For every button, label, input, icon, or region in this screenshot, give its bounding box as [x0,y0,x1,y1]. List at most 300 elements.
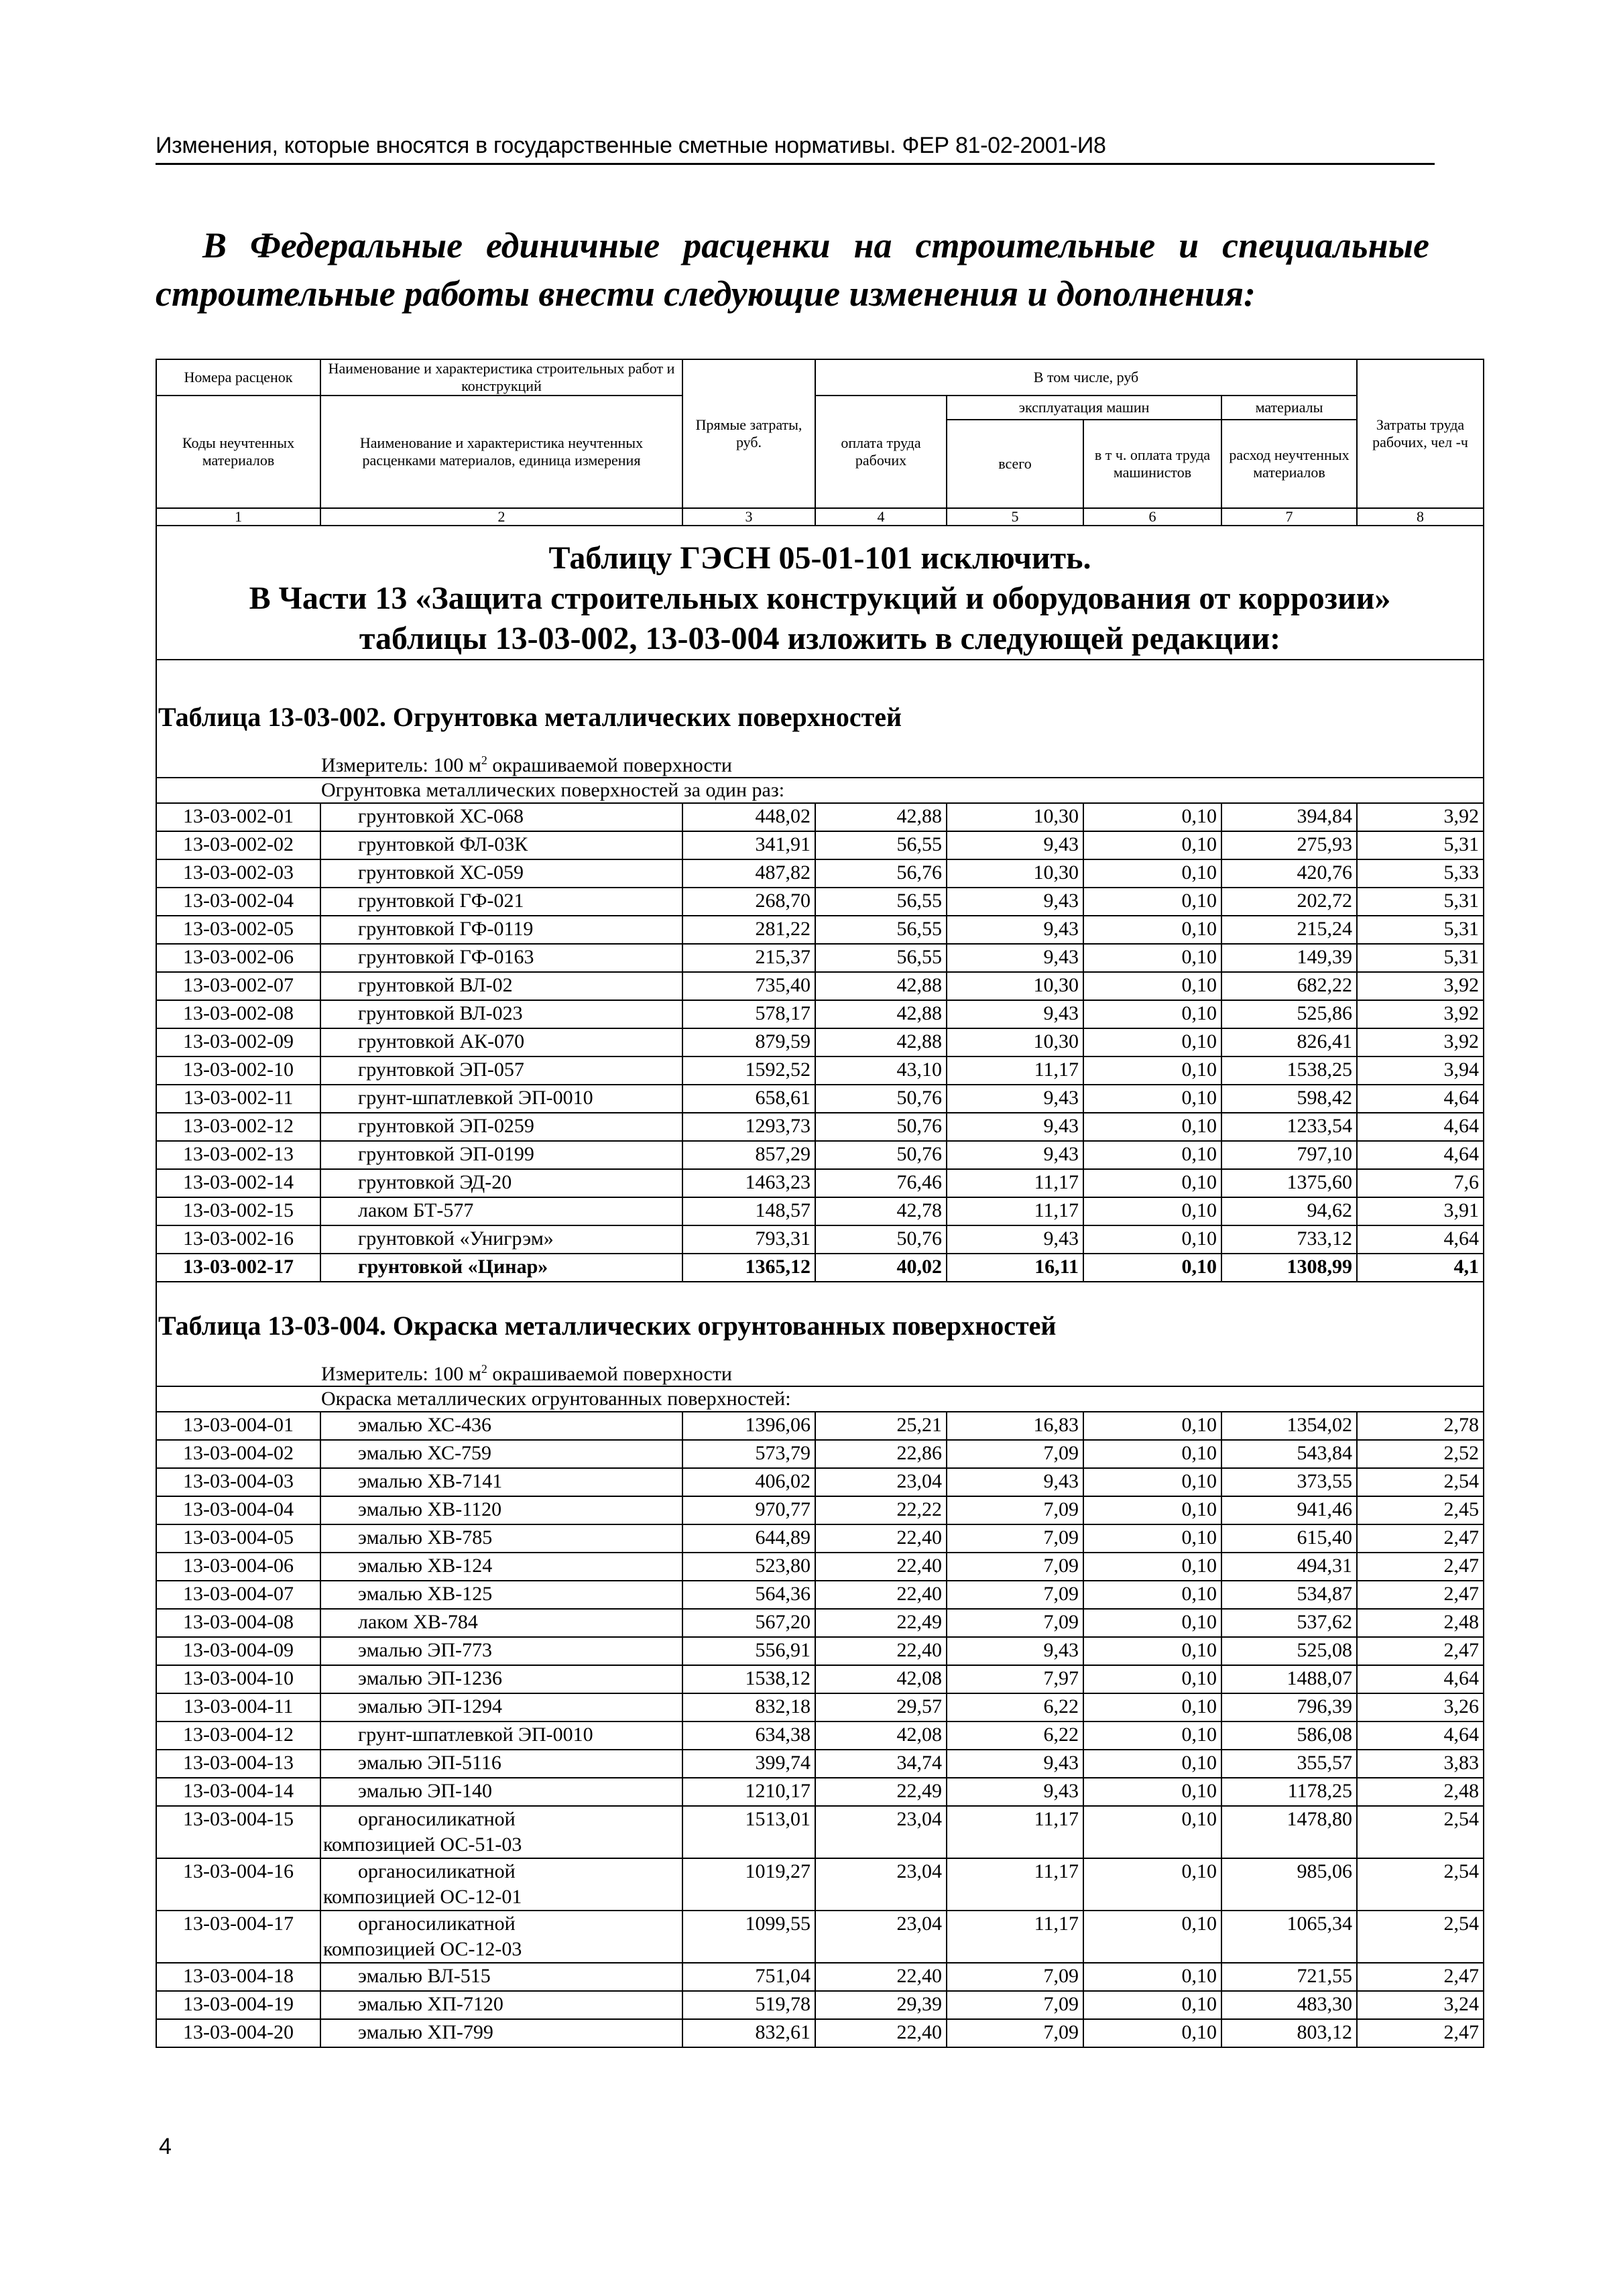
labor-value: 42,88 [815,803,947,831]
table-row [156,1609,1484,1637]
direct-value: 578,17 [682,1000,815,1028]
work-name [320,1858,682,1911]
rate-code: 13-03-004-11 [156,1693,320,1721]
operators-value: 0,10 [1083,1496,1221,1524]
table-row [156,1693,1484,1721]
direct-value: 735,40 [682,972,815,1000]
table-row [156,1169,1484,1197]
header-materials: материалы [1221,396,1357,420]
materials-value: 149,39 [1221,944,1357,972]
rate-code: 13-03-002-05 [156,916,320,944]
operators-value: 0,10 [1083,1806,1221,1858]
materials-value: 682,22 [1221,972,1357,1000]
measure-unit [157,1357,1483,1386]
rate-code: 13-03-004-07 [156,1581,320,1609]
work-name-text: грунтовкой ЭП-0259 [358,1115,534,1137]
direct-value: 519,78 [682,1991,815,2019]
machines-value: 9,43 [947,1141,1083,1169]
labor-value: 50,76 [815,1113,947,1141]
table-row [156,1858,1484,1911]
rate-code: 13-03-002-03 [156,859,320,888]
machines-value: 7,97 [947,1665,1083,1693]
header-direct-costs: Прямые затраты, руб. [682,359,815,508]
table-row [156,1637,1484,1665]
hours-value: 2,78 [1357,1412,1484,1440]
machines-value: 6,22 [947,1693,1083,1721]
direct-value: 573,79 [682,1440,815,1468]
labor-value: 22,40 [815,1581,947,1609]
machines-value: 16,83 [947,1412,1083,1440]
machines-value: 10,30 [947,1028,1083,1056]
labor-value: 29,57 [815,1693,947,1721]
rate-code: 13-03-002-08 [156,1000,320,1028]
rate-code: 13-03-004-18 [156,1963,320,1991]
table-row [156,1911,1484,1963]
direct-value: 487,82 [682,859,815,888]
materials-value: 985,06 [1221,1858,1357,1911]
labor-value: 43,10 [815,1056,947,1085]
operators-value: 0,10 [1083,1000,1221,1028]
machines-value: 9,43 [947,1637,1083,1665]
table-row [156,888,1484,916]
machines-value: 7,09 [947,1553,1083,1581]
page-number: 4 [159,2134,172,2159]
machines-value: 9,43 [947,831,1083,859]
rate-code: 13-03-002-11 [156,1085,320,1113]
rate-code: 13-03-002-06 [156,944,320,972]
rate-code: 13-03-002-15 [156,1197,320,1225]
direct-value: 1293,73 [682,1113,815,1141]
hours-value: 2,47 [1357,1524,1484,1553]
work-name-text: органосиликатной [358,1860,516,1882]
labor-value: 56,55 [815,831,947,859]
hours-value: 2,54 [1357,1858,1484,1911]
work-name [320,1553,682,1581]
hours-value: 4,64 [1357,1113,1484,1141]
machines-value: 9,43 [947,1468,1083,1496]
column-number: 6 [1083,508,1221,526]
header-material-codes: Коды неучтенных материалов [156,396,320,508]
header-work-name: Наименование и характеристика строительных работ и конструкций [320,359,682,396]
hours-value: 4,64 [1357,1141,1484,1169]
work-name [320,1637,682,1665]
machines-value: 7,09 [947,1496,1083,1524]
column-number: 2 [320,508,682,526]
labor-value: 23,04 [815,1858,947,1911]
materials-value: 797,10 [1221,1141,1357,1169]
labor-value: 22,86 [815,1440,947,1468]
labor-value: 22,40 [815,1524,947,1553]
hours-value: 3,92 [1357,972,1484,1000]
work-name-text: грунтовкой «Унигрэм» [358,1227,554,1250]
work-name-text: грунтовкой ГФ-0119 [358,918,534,940]
labor-value: 42,78 [815,1197,947,1225]
table-row [156,1085,1484,1113]
materials-value: 1233,54 [1221,1113,1357,1141]
rate-code: 13-03-004-20 [156,2019,320,2047]
labor-value: 50,76 [815,1085,947,1113]
rate-code: 13-03-004-08 [156,1609,320,1637]
materials-value: 803,12 [1221,2019,1357,2047]
machines-value: 9,43 [947,916,1083,944]
header-including: В том числе, руб [815,359,1357,396]
operators-value: 0,10 [1083,1750,1221,1778]
work-name [320,916,682,944]
operators-value: 0,10 [1083,1911,1221,1963]
rate-code: 13-03-002-04 [156,888,320,916]
materials-value: 494,31 [1221,1553,1357,1581]
table-row [156,1524,1484,1553]
materials-value: 525,86 [1221,1000,1357,1028]
work-name-text: эмалью ХП-799 [358,2021,493,2043]
table-row [156,1991,1484,2019]
direct-value: 564,36 [682,1581,815,1609]
operators-value: 0,10 [1083,1440,1221,1468]
hours-value: 2,54 [1357,1468,1484,1496]
exclusion-notice: Таблицу ГЭСН 05-01-101 исключить. [548,540,1091,576]
machines-value: 9,43 [947,1225,1083,1254]
operators-value: 0,10 [1083,888,1221,916]
rate-code: 13-03-004-14 [156,1778,320,1806]
labor-value: 22,40 [815,1553,947,1581]
operators-value: 0,10 [1083,1858,1221,1911]
work-name [320,972,682,1000]
machines-value: 11,17 [947,1858,1083,1911]
rate-code: 13-03-004-19 [156,1991,320,2019]
table-header [156,359,1484,526]
work-name [320,1963,682,1991]
materials-value: 1354,02 [1221,1412,1357,1440]
operators-value: 0,10 [1083,803,1221,831]
operators-value: 0,10 [1083,972,1221,1000]
labor-value: 34,74 [815,1750,947,1778]
labor-value: 56,55 [815,916,947,944]
direct-value: 970,77 [682,1496,815,1524]
work-name [320,1085,682,1113]
operators-value: 0,10 [1083,1169,1221,1197]
materials-value: 1178,25 [1221,1778,1357,1806]
work-name-text: органосиликатной [358,1913,516,1935]
direct-value: 215,37 [682,944,815,972]
rate-code: 13-03-004-05 [156,1524,320,1553]
table-row [156,1197,1484,1225]
table-row [156,1028,1484,1056]
measure-prefix: Измеритель: 100 м [321,754,481,776]
operators-value: 0,10 [1083,916,1221,944]
labor-value: 76,46 [815,1169,947,1197]
machines-value: 11,17 [947,1056,1083,1085]
operators-value: 0,10 [1083,944,1221,972]
header-labor-pay: оплата труда рабочих [815,396,947,508]
work-name [320,1665,682,1693]
labor-value: 25,21 [815,1412,947,1440]
table-row [156,1000,1484,1028]
machines-value: 9,43 [947,944,1083,972]
header-labor-hours: Затраты труда рабочих, чел -ч [1357,359,1484,508]
labor-value: 56,55 [815,888,947,916]
labor-value: 22,49 [815,1609,947,1637]
work-name-text: грунтовкой ВЛ-02 [358,974,513,996]
rate-code: 13-03-002-17 [156,1254,320,1282]
work-name-text: эмалью ЭП-5116 [358,1752,501,1774]
header-machines-total: всего [947,420,1083,508]
hours-value: 5,31 [1357,916,1484,944]
work-name-text: грунтовкой ЭП-057 [358,1059,524,1081]
rate-code: 13-03-004-12 [156,1721,320,1750]
materials-value: 598,42 [1221,1085,1357,1113]
operators-value: 0,10 [1083,1028,1221,1056]
hours-value: 3,92 [1357,1000,1484,1028]
table-row [156,1113,1484,1141]
materials-value: 537,62 [1221,1609,1357,1637]
operators-value: 0,10 [1083,1254,1221,1282]
work-name-continuation: композицией ОС-51-03 [323,1833,522,1856]
hours-value: 3,24 [1357,1991,1484,2019]
table-row [156,1440,1484,1468]
work-name [320,1524,682,1553]
work-name [320,1412,682,1440]
work-name-text: грунт-шпатлевкой ЭП-0010 [358,1087,593,1109]
hours-value: 5,31 [1357,831,1484,859]
direct-value: 567,20 [682,1609,815,1637]
table-row [156,831,1484,859]
operators-value: 0,10 [1083,831,1221,859]
work-name-text: эмалью ЭП-773 [358,1639,492,1661]
operators-value: 0,10 [1083,1778,1221,1806]
work-name [320,859,682,888]
machines-value: 6,22 [947,1721,1083,1750]
machines-value: 9,43 [947,1750,1083,1778]
table-row [156,1665,1484,1693]
table-row [156,1581,1484,1609]
column-number: 4 [815,508,947,526]
machines-value: 11,17 [947,1806,1083,1858]
rate-code: 13-03-004-13 [156,1750,320,1778]
machines-value: 11,17 [947,1169,1083,1197]
hours-value: 5,31 [1357,888,1484,916]
labor-value: 56,76 [815,859,947,888]
direct-value: 523,80 [682,1553,815,1581]
operators-value: 0,10 [1083,1468,1221,1496]
operators-value: 0,10 [1083,1085,1221,1113]
work-name-text: эмалью ХС-759 [358,1442,492,1464]
work-name-text: грунтовкой ХС-059 [358,861,524,884]
operators-value: 0,10 [1083,1609,1221,1637]
work-name [320,2019,682,2047]
labor-value: 56,55 [815,944,947,972]
work-name [320,1468,682,1496]
table-row [156,1412,1484,1440]
work-name-text: эмалью ХВ-785 [358,1526,493,1549]
table-row [156,1553,1484,1581]
rate-code: 13-03-004-02 [156,1440,320,1468]
operators-value: 0,10 [1083,1581,1221,1609]
work-name-text: эмалью ВЛ-515 [358,1965,491,1987]
work-name [320,1254,682,1282]
direct-value: 281,22 [682,916,815,944]
labor-value: 22,22 [815,1496,947,1524]
labor-value: 42,08 [815,1721,947,1750]
machines-value: 10,30 [947,859,1083,888]
labor-value: 50,76 [815,1141,947,1169]
work-name-text: лаком ХВ-784 [358,1611,478,1633]
table-section-header [156,1282,1484,1412]
direct-value: 644,89 [682,1524,815,1553]
work-name-text: эмалью ЭП-1236 [358,1667,502,1689]
machines-value: 9,43 [947,1000,1083,1028]
operators-value: 0,10 [1083,1141,1221,1169]
hours-value: 2,47 [1357,2019,1484,2047]
labor-value: 22,49 [815,1778,947,1806]
work-name-text: грунтовкой ЭП-0199 [358,1143,534,1165]
hours-value: 4,64 [1357,1665,1484,1693]
table-row [156,2019,1484,2047]
operators-value: 0,10 [1083,1197,1221,1225]
machines-value: 7,09 [947,1609,1083,1637]
direct-value: 1463,23 [682,1169,815,1197]
materials-value: 534,87 [1221,1581,1357,1609]
table-row [156,859,1484,888]
direct-value: 556,91 [682,1637,815,1665]
work-name [320,1225,682,1254]
labor-value: 42,88 [815,972,947,1000]
table-row [156,1225,1484,1254]
labor-value: 22,40 [815,1963,947,1991]
measure-prefix: Измеритель: 100 м [321,1363,481,1385]
column-number: 8 [1357,508,1484,526]
rate-code: 13-03-004-01 [156,1412,320,1440]
column-numbers-row [156,508,1484,526]
hours-value: 5,31 [1357,944,1484,972]
materials-value: 355,57 [1221,1750,1357,1778]
direct-value: 832,61 [682,2019,815,2047]
work-name-continuation: композицией ОС-12-03 [323,1938,522,1960]
table-row [156,803,1484,831]
labor-value: 42,08 [815,1665,947,1693]
direct-value: 857,29 [682,1141,815,1169]
work-name [320,1141,682,1169]
direct-value: 1513,01 [682,1806,815,1858]
materials-value: 733,12 [1221,1225,1357,1254]
header-machines: эксплуатация машин [947,396,1221,420]
work-name-text: эмалью ХВ-125 [358,1583,493,1605]
machines-value: 7,09 [947,1440,1083,1468]
work-name-text: эмалью ХП-7120 [358,1993,503,2015]
direct-value: 341,91 [682,831,815,859]
materials-value: 543,84 [1221,1440,1357,1468]
table-row [156,972,1484,1000]
hours-value: 4,1 [1357,1254,1484,1282]
materials-value: 525,08 [1221,1637,1357,1665]
rate-code: 13-03-002-02 [156,831,320,859]
running-head: Изменения, которые вносятся в государственные сметные нормативы. ФЕР 81-02-2001-И8 [156,133,1435,165]
rate-code: 13-03-002-01 [156,803,320,831]
labor-value: 23,04 [815,1911,947,1963]
labor-value: 40,02 [815,1254,947,1282]
direct-value: 1396,06 [682,1412,815,1440]
table-section-header [156,660,1484,803]
rate-code: 13-03-004-04 [156,1496,320,1524]
rate-code: 13-03-002-07 [156,972,320,1000]
work-name [320,1911,682,1963]
table-row [156,916,1484,944]
rate-code: 13-03-004-06 [156,1553,320,1581]
work-name [320,803,682,831]
work-name [320,831,682,859]
work-name-text: эмалью ХВ-1120 [358,1498,502,1520]
hours-value: 2,54 [1357,1911,1484,1963]
work-name [320,1693,682,1721]
direct-value: 1538,12 [682,1665,815,1693]
work-name [320,1028,682,1056]
intro-heading: В Федеральные единичные расценки на строительные и специальные строительные работы внести следующие изменения и дополнения: [156,225,1429,314]
table-row [156,1721,1484,1750]
machines-value: 10,30 [947,972,1083,1000]
hours-value: 2,47 [1357,1963,1484,1991]
materials-value: 94,62 [1221,1197,1357,1225]
table-row [156,1254,1484,1282]
header-rate-numbers: Номера расценок [156,359,320,396]
work-name [320,1197,682,1225]
work-name-text: эмалью ХВ-124 [358,1555,493,1577]
work-name-text: грунтовкой ХС-068 [358,805,524,827]
hours-value: 2,48 [1357,1778,1484,1806]
operators-value: 0,10 [1083,1225,1221,1254]
header-operator-pay: в т ч. оплата труда машинистов [1083,420,1221,508]
hours-value: 7,6 [1357,1169,1484,1197]
hours-value: 2,45 [1357,1496,1484,1524]
hours-value: 2,47 [1357,1553,1484,1581]
table-row [156,1963,1484,1991]
work-name-text: грунт-шпатлевкой ЭП-0010 [358,1724,593,1746]
hours-value: 3,83 [1357,1750,1484,1778]
table-title: Таблица 13-03-004. Окраска металлических огрунтованных поверхностей [158,1311,1057,1341]
machines-value: 7,09 [947,1524,1083,1553]
rate-code: 13-03-004-03 [156,1468,320,1496]
rate-code: 13-03-002-12 [156,1113,320,1141]
work-name-continuation: композицией ОС-12-01 [323,1886,522,1908]
work-name-text: эмалью ХС-436 [358,1414,492,1436]
direct-value: 399,74 [682,1750,815,1778]
hours-value: 2,47 [1357,1581,1484,1609]
operators-value: 0,10 [1083,1991,1221,2019]
hours-value: 4,64 [1357,1085,1484,1113]
hours-value: 3,94 [1357,1056,1484,1085]
materials-value: 1538,25 [1221,1056,1357,1085]
header-material-name: Наименование и характеристика неучтенных расценками материалов, единица измерения [320,396,682,508]
operators-value: 0,10 [1083,2019,1221,2047]
machines-value: 9,43 [947,1113,1083,1141]
work-name [320,1581,682,1609]
direct-value: 1019,27 [682,1858,815,1911]
rate-code: 13-03-004-10 [156,1665,320,1693]
labor-value: 50,76 [815,1225,947,1254]
materials-value: 796,39 [1221,1693,1357,1721]
table-row [156,944,1484,972]
hours-value: 4,64 [1357,1225,1484,1254]
hours-value: 3,92 [1357,803,1484,831]
operators-value: 0,10 [1083,859,1221,888]
materials-value: 1478,80 [1221,1806,1357,1858]
operators-value: 0,10 [1083,1665,1221,1693]
table-row [156,1056,1484,1085]
header-unaccounted-materials: расход неучтенных материалов [1221,420,1357,508]
operators-value: 0,10 [1083,1963,1221,1991]
work-name [320,1806,682,1858]
hours-value: 2,54 [1357,1806,1484,1858]
operators-value: 0,10 [1083,1113,1221,1141]
rate-code: 13-03-002-10 [156,1056,320,1085]
